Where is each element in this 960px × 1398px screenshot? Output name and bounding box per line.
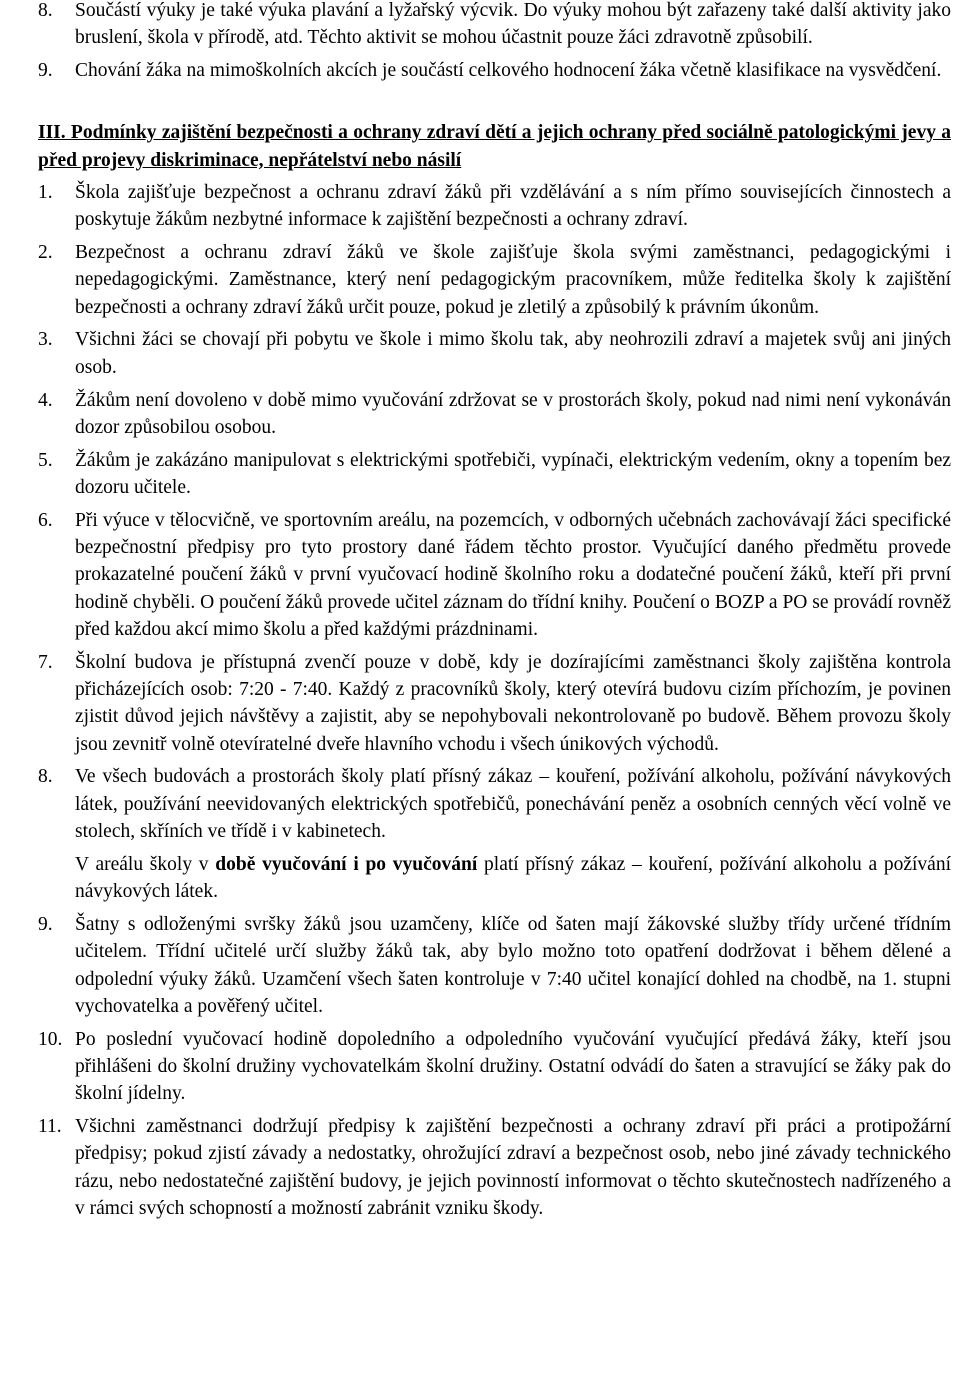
list-item-number: 11. [38, 1115, 62, 1137]
list-item-text: Žákům není dovoleno v době mimo vyučování zdržovat se v prostorách školy, pokud nad nimi není vykonáván dozor způsobilou osobou. [75, 389, 951, 438]
list-item-number: 3. [38, 329, 53, 351]
list-item [38, 57, 951, 84]
list-item-number: 5. [38, 449, 53, 471]
list-item [38, 326, 951, 381]
continuation-text-after: platí přísný zákaz – kouření, požívání alkoholu a požívání návykových látek. [75, 853, 951, 903]
list-item-text: Školní budova je přístupná zvenčí pouze v době, kdy je dozírajícími zaměstnanci školy zajištěna kontrola přicházejících osob: 7:20 - 7:40. Každý z pracovníků školy, který otevírá budovu cizím příchozím, je povinen zjistit důvod jejich návštěvy a zajistit, aby se nepohybovali nekontrolovaně po budově. Během provozu školy jsou zevnitř volně otevíratelné dveře hlavního vchodu i všech únikových východů. [75, 651, 951, 755]
list-item [38, 911, 951, 1020]
list-item [38, 649, 951, 758]
list-item-text: Ve všech budovách a prostorách školy platí přísný zákaz – kouření, požívání alkoholu, požívání návykových látek, používání neevidovaných elektrických spotřebičů, ponechávání peněz a osobních cenných věcí volně ve stolech, skříních ve třídě i v kabinetech. [75, 766, 951, 843]
list-item-text: Všichni žáci se chovají při pobytu ve škole i mimo školu tak, aby neohrozili zdraví a majetek svůj ani jiných osob. [75, 329, 951, 378]
list-item-text: Šatny s odloženými svršky žáků jsou uzamčeny, klíče od šaten mají žákovské služby třídy určené třídním učitelem. Třídní učitelé určí služby žáků tak, aby bylo možno toto opatření dodržovat i během dělené a odpolední výuky žáků. Uzamčení všech šaten kontroluje v 7:40 učitel konající dohled na chodbě, na 1. stupni vychovatelka a pověřený učitel. [75, 913, 951, 1017]
list-item [38, 763, 951, 845]
list-item-number: 4. [38, 389, 53, 411]
list-item-number: 1. [38, 181, 53, 203]
list-item-number: 9. [38, 913, 53, 935]
list-item [38, 239, 951, 321]
list-item-text: Chování žáka na mimoškolních akcích je součástí celkového hodnocení žáka včetně klasifikace na vysvědčení. [75, 60, 942, 82]
list-item-number: 10. [38, 1028, 63, 1050]
list-item-text: Součástí výuky je také výuka plavání a lyžařský výcvik. Do výuky mohou být zařazeny také další aktivity jako bruslení, škola v přírodě, atd. Těchto aktivit se mohou účastnit pouze žáci zdravotně způsobilí. [75, 0, 951, 49]
list-item [38, 1113, 951, 1222]
list-item-number: 6. [38, 509, 53, 531]
list-item [38, 447, 951, 502]
continuation-text-before: V areálu školy v [75, 853, 216, 875]
list-item-text: Při výuce v tělocvičně, ve sportovním areálu, na pozemcích, v odborných učebnách zachovávají žáci specifické bezpečnostní předpisy pro tyto prostory dané řádem těchto prostor. Vyučující daného předmětu provede prokazatelné poučení žáků v první vyučovací hodině školního roku a dodatečné poučení žáků, kteří při první hodině chyběli. O poučení žáků provede učitel záznam do třídní knihy. Poučení o BOZP a PO se provádí rovněž před každou akcí mimo školu a před každými prázdninami. [75, 509, 951, 640]
list-item-number: 7. [38, 651, 53, 673]
continuation-text-bold: době vyučování i po vyučování [215, 853, 478, 875]
list-item-continuation [75, 851, 951, 906]
list-item-number: 9. [38, 60, 53, 82]
list-item [38, 507, 951, 643]
list-item-text: Žákům je zakázáno manipulovat s elektrickými spotřebiči, vypínači, elektrickým vedením, okny a topením bez dozoru učitele. [75, 449, 951, 498]
list-item [38, 179, 951, 234]
list-item-text: Po poslední vyučovací hodině dopoledního a odpoledního vyučování vyučující předává žáky, kteří jsou přihlášeni do školní družiny vychovatelkám školní družiny. Ostatní odvádí do šaten a stravující se žáky pak do školní jídelny. [75, 1028, 951, 1105]
list-item-number: 2. [38, 242, 53, 264]
section-heading: III. Podmínky zajištění bezpečnosti a ochrany zdraví dětí a jejich ochrany před sociálně patologickými jevy a před projevy diskriminace, nepřátelství nebo násilí [38, 122, 951, 171]
list-item [38, 1026, 951, 1108]
list-item-text: Bezpečnost a ochranu zdraví žáků ve škole zajišťuje škola svými zaměstnanci, pedagogickými i nepedagogickými. Zaměstnance, který není pedagogickým pracovníkem, může ředitelka školy k zajištění bezpečnosti a ochrany zdraví žáků určit pouze, pokud je zletilý a způsobilý k právním úkonům. [75, 242, 951, 318]
list-item-number: 8. [38, 766, 53, 788]
list-item-text: Škola zajišťuje bezpečnost a ochranu zdraví žáků při vzdělávání a s ním přímo souvisejících činnostech a poskytuje žákům nezbytné informace k zajištění bezpečnosti a ochrany zdraví. [75, 181, 951, 231]
list-item-number: 8. [38, 0, 53, 21]
list-item [38, 387, 951, 442]
list-item [38, 0, 951, 52]
list-item-text: Všichni zaměstnanci dodržují předpisy k zajištění bezpečnosti a ochrany zdraví při práci a protipožární předpisy; pokud zjistí závady a nedostatky, ohrožující zdraví a bezpečnost osob, nebo jiné závady technického rázu, nebo nedostatečné zajištění budovy, je jejich povinností informovat o těchto skutečnostech nadřízeného a v rámci svých schopností a možností zabránit vzniku škody. [75, 1115, 951, 1219]
